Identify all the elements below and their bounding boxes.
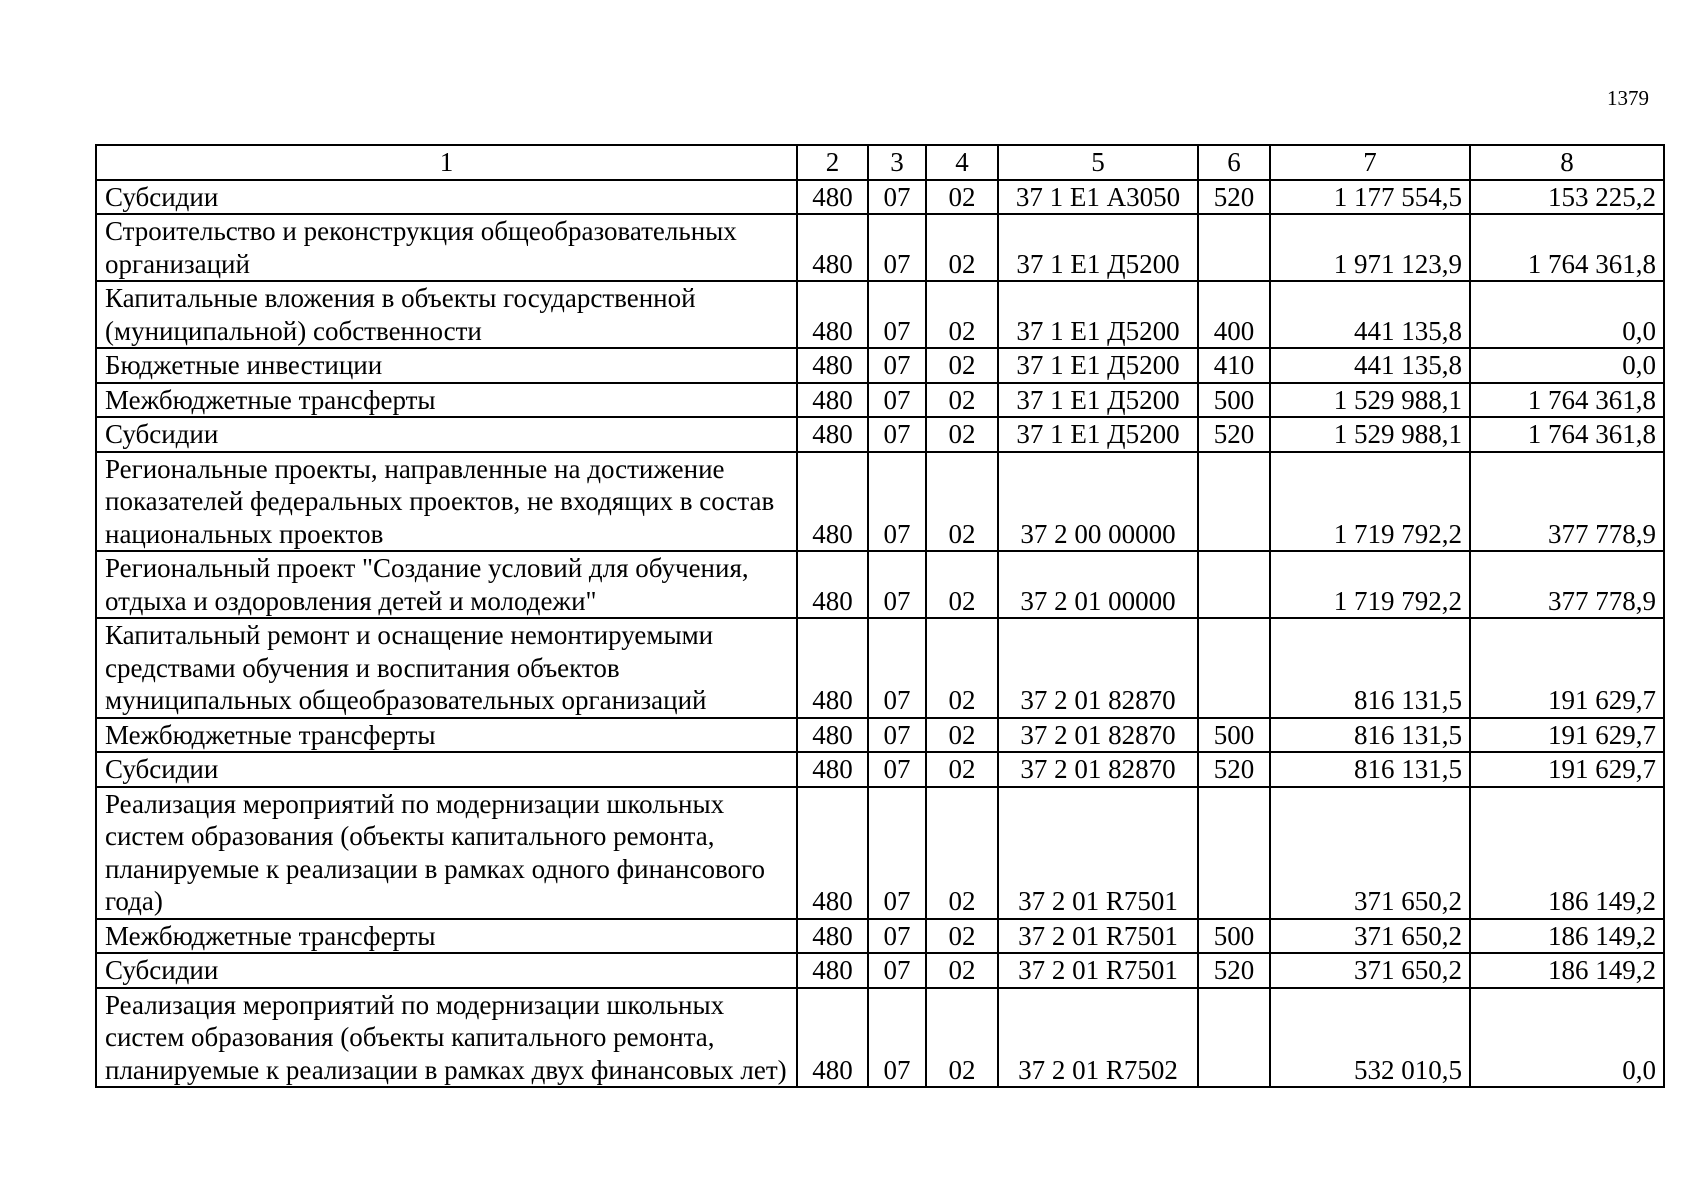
cell-name: Реализация мероприятий по модернизации школьных систем образования (объекты капитального ремонта, планируемые к реализации в рамках двух финансовых лет) — [96, 988, 797, 1088]
cell-name: Межбюджетные трансферты — [96, 718, 797, 753]
cell-amount-year2: 0,0 — [1470, 281, 1664, 348]
table-row — [96, 752, 1664, 787]
cell-name: Бюджетные инвестиции — [96, 348, 797, 383]
cell-name: Субсидии — [96, 417, 797, 452]
cell-ministry-code: 480 — [797, 752, 868, 787]
cell-ministry-code: 480 — [797, 718, 868, 753]
table-row — [96, 180, 1664, 215]
cell-subsection: 02 — [926, 417, 998, 452]
cell-amount-year1: 1 719 792,2 — [1270, 452, 1470, 552]
cell-ministry-code: 480 — [797, 452, 868, 552]
cell-section: 07 — [868, 919, 926, 954]
cell-section: 07 — [868, 214, 926, 281]
cell-ministry-code: 480 — [797, 348, 868, 383]
table-row — [96, 417, 1664, 452]
cell-name: Реализация мероприятий по модернизации школьных систем образования (объекты капитального ремонта, планируемые к реализации в рамках одного финансового года) — [96, 787, 797, 919]
cell-section: 07 — [868, 988, 926, 1088]
cell-ministry-code: 480 — [797, 417, 868, 452]
cell-name: Субсидии — [96, 752, 797, 787]
cell-section: 07 — [868, 953, 926, 988]
cell-amount-year1: 1 971 123,9 — [1270, 214, 1470, 281]
cell-subsection: 02 — [926, 618, 998, 718]
cell-ministry-code: 480 — [797, 618, 868, 718]
cell-amount-year2: 377 778,9 — [1470, 551, 1664, 618]
table-row — [96, 988, 1664, 1088]
cell-name: Межбюджетные трансферты — [96, 919, 797, 954]
cell-section: 07 — [868, 787, 926, 919]
cell-amount-year2: 191 629,7 — [1470, 752, 1664, 787]
cell-name: Региональные проекты, направленные на достижение показателей федеральных проектов, не входящих в состав национальных проектов — [96, 452, 797, 552]
cell-amount-year2: 0,0 — [1470, 988, 1664, 1088]
cell-target-article: 37 1 Е1 Д5200 — [998, 214, 1198, 281]
cell-ministry-code: 480 — [797, 919, 868, 954]
cell-subsection: 02 — [926, 452, 998, 552]
cell-target-article: 37 2 01 00000 — [998, 551, 1198, 618]
cell-amount-year1: 816 131,5 — [1270, 752, 1470, 787]
cell-expense-type: 520 — [1198, 953, 1270, 988]
cell-name: Региональный проект "Создание условий для обучения, отдыха и оздоровления детей и молодежи" — [96, 551, 797, 618]
cell-target-article: 37 2 01 R7501 — [998, 787, 1198, 919]
header-col-5: 5 — [998, 145, 1198, 180]
cell-expense-type: 500 — [1198, 718, 1270, 753]
cell-amount-year1: 1 177 554,5 — [1270, 180, 1470, 215]
table-row — [96, 383, 1664, 418]
cell-expense-type: 520 — [1198, 752, 1270, 787]
cell-target-article: 37 1 Е1 Д5200 — [998, 417, 1198, 452]
cell-subsection: 02 — [926, 919, 998, 954]
cell-expense-type: 520 — [1198, 417, 1270, 452]
cell-subsection: 02 — [926, 551, 998, 618]
cell-name: Строительство и реконструкция общеобразовательных организаций — [96, 214, 797, 281]
cell-section: 07 — [868, 718, 926, 753]
cell-expense-type — [1198, 618, 1270, 718]
cell-target-article: 37 1 Е1 Д5200 — [998, 383, 1198, 418]
header-col-8: 8 — [1470, 145, 1664, 180]
cell-expense-type — [1198, 988, 1270, 1088]
cell-amount-year2: 0,0 — [1470, 348, 1664, 383]
header-col-6: 6 — [1198, 145, 1270, 180]
cell-amount-year1: 441 135,8 — [1270, 348, 1470, 383]
cell-amount-year1: 1 529 988,1 — [1270, 417, 1470, 452]
cell-target-article: 37 2 01 82870 — [998, 718, 1198, 753]
cell-amount-year2: 153 225,2 — [1470, 180, 1664, 215]
table-row — [96, 281, 1664, 348]
cell-amount-year2: 186 149,2 — [1470, 787, 1664, 919]
cell-ministry-code: 480 — [797, 180, 868, 215]
cell-amount-year1: 1 529 988,1 — [1270, 383, 1470, 418]
cell-expense-type: 500 — [1198, 383, 1270, 418]
table-row — [96, 919, 1664, 954]
cell-section: 07 — [868, 452, 926, 552]
header-col-7: 7 — [1270, 145, 1470, 180]
header-col-2: 2 — [797, 145, 868, 180]
cell-amount-year1: 816 131,5 — [1270, 718, 1470, 753]
cell-target-article: 37 1 Е1 Д5200 — [998, 281, 1198, 348]
cell-subsection: 02 — [926, 787, 998, 919]
cell-target-article: 37 2 01 82870 — [998, 618, 1198, 718]
cell-amount-year2: 191 629,7 — [1470, 618, 1664, 718]
cell-expense-type: 410 — [1198, 348, 1270, 383]
table-row — [96, 618, 1664, 718]
cell-amount-year1: 532 010,5 — [1270, 988, 1470, 1088]
page-number: 1379 — [1607, 86, 1649, 110]
cell-subsection: 02 — [926, 718, 998, 753]
table-row — [96, 551, 1664, 618]
cell-subsection: 02 — [926, 180, 998, 215]
cell-section: 07 — [868, 383, 926, 418]
cell-name: Субсидии — [96, 180, 797, 215]
cell-expense-type — [1198, 214, 1270, 281]
cell-subsection: 02 — [926, 281, 998, 348]
cell-amount-year2: 377 778,9 — [1470, 452, 1664, 552]
cell-name: Субсидии — [96, 953, 797, 988]
cell-target-article: 37 1 Е1 А3050 — [998, 180, 1198, 215]
cell-target-article: 37 2 01 82870 — [998, 752, 1198, 787]
cell-ministry-code: 480 — [797, 214, 868, 281]
header-col-3: 3 — [868, 145, 926, 180]
cell-amount-year1: 371 650,2 — [1270, 787, 1470, 919]
cell-ministry-code: 480 — [797, 787, 868, 919]
cell-section: 07 — [868, 348, 926, 383]
cell-expense-type — [1198, 551, 1270, 618]
cell-amount-year1: 441 135,8 — [1270, 281, 1470, 348]
cell-amount-year2: 186 149,2 — [1470, 953, 1664, 988]
cell-expense-type: 500 — [1198, 919, 1270, 954]
cell-expense-type — [1198, 787, 1270, 919]
cell-subsection: 02 — [926, 953, 998, 988]
cell-amount-year1: 371 650,2 — [1270, 953, 1470, 988]
cell-target-article: 37 2 01 R7502 — [998, 988, 1198, 1088]
cell-target-article: 37 2 00 00000 — [998, 452, 1198, 552]
cell-section: 07 — [868, 417, 926, 452]
cell-subsection: 02 — [926, 988, 998, 1088]
table-row — [96, 452, 1664, 552]
cell-ministry-code: 480 — [797, 551, 868, 618]
cell-expense-type — [1198, 452, 1270, 552]
cell-amount-year1: 1 719 792,2 — [1270, 551, 1470, 618]
cell-section: 07 — [868, 618, 926, 718]
cell-name: Капитальные вложения в объекты государственной (муниципальной) собственности — [96, 281, 797, 348]
cell-section: 07 — [868, 551, 926, 618]
cell-ministry-code: 480 — [797, 383, 868, 418]
cell-amount-year2: 186 149,2 — [1470, 919, 1664, 954]
cell-ministry-code: 480 — [797, 281, 868, 348]
cell-target-article: 37 1 Е1 Д5200 — [998, 348, 1198, 383]
cell-ministry-code: 480 — [797, 953, 868, 988]
cell-target-article: 37 2 01 R7501 — [998, 919, 1198, 954]
cell-subsection: 02 — [926, 348, 998, 383]
cell-amount-year1: 816 131,5 — [1270, 618, 1470, 718]
header-row — [96, 145, 1664, 180]
header-col-4: 4 — [926, 145, 998, 180]
cell-expense-type: 520 — [1198, 180, 1270, 215]
cell-target-article: 37 2 01 R7501 — [998, 953, 1198, 988]
cell-section: 07 — [868, 180, 926, 215]
cell-section: 07 — [868, 281, 926, 348]
table-row — [96, 787, 1664, 919]
budget-table — [95, 144, 1665, 1088]
table-body — [96, 180, 1664, 1088]
cell-name: Межбюджетные трансферты — [96, 383, 797, 418]
cell-subsection: 02 — [926, 214, 998, 281]
cell-amount-year1: 371 650,2 — [1270, 919, 1470, 954]
table-row — [96, 348, 1664, 383]
cell-amount-year2: 1 764 361,8 — [1470, 383, 1664, 418]
table-row — [96, 953, 1664, 988]
cell-amount-year2: 1 764 361,8 — [1470, 214, 1664, 281]
cell-expense-type: 400 — [1198, 281, 1270, 348]
cell-ministry-code: 480 — [797, 988, 868, 1088]
cell-subsection: 02 — [926, 383, 998, 418]
cell-amount-year2: 191 629,7 — [1470, 718, 1664, 753]
cell-subsection: 02 — [926, 752, 998, 787]
table-row — [96, 214, 1664, 281]
table-row — [96, 718, 1664, 753]
header-col-1: 1 — [96, 145, 797, 180]
cell-name: Капитальный ремонт и оснащение немонтируемыми средствами обучения и воспитания объектов муниципальных общеобразовательных организаций — [96, 618, 797, 718]
cell-amount-year2: 1 764 361,8 — [1470, 417, 1664, 452]
cell-section: 07 — [868, 752, 926, 787]
